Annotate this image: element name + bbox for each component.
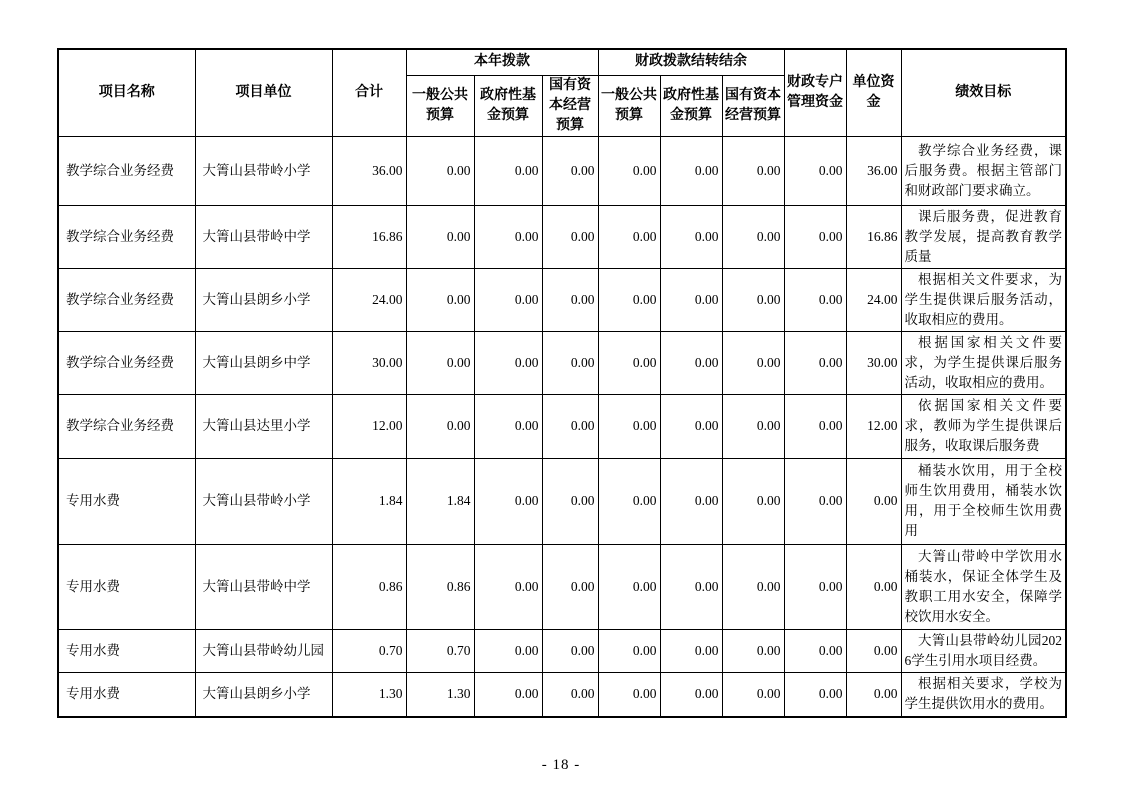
- table-row: [58, 394, 1066, 458]
- cell-cy-state-capital: 0.00: [542, 331, 598, 394]
- cell-performance-goal: 课后服务费，促进教育教学发展，提高教育教学质量: [901, 205, 1066, 268]
- header-total: 合计: [332, 49, 406, 136]
- cell-cy-general: 0.70: [406, 629, 474, 672]
- cell-special-account: 0.00: [784, 331, 846, 394]
- header-current-year-group: 本年拨款: [406, 49, 598, 75]
- cell-special-account: 0.00: [784, 136, 846, 205]
- budget-table: [57, 48, 1067, 718]
- header-cy-state-capital: 国有资本经营预算: [542, 75, 598, 136]
- table-row: [58, 672, 1066, 717]
- cell-co-state-capital: 0.00: [722, 394, 784, 458]
- cell-project-name: 专用水费: [58, 458, 195, 544]
- cell-project-unit: 大箐山县带岭中学: [195, 544, 332, 629]
- cell-co-general: 0.00: [598, 458, 660, 544]
- cell-cy-gov-fund: 0.00: [474, 672, 542, 717]
- cell-cy-gov-fund: 0.00: [474, 394, 542, 458]
- cell-cy-state-capital: 0.00: [542, 136, 598, 205]
- cell-special-account: 0.00: [784, 458, 846, 544]
- cell-co-general: 0.00: [598, 544, 660, 629]
- cell-unit-funds: 24.00: [846, 268, 901, 331]
- table-row: [58, 205, 1066, 268]
- cell-cy-general: 0.00: [406, 205, 474, 268]
- header-unit-funds: 单位资金: [846, 49, 901, 136]
- cell-co-gov-fund: 0.00: [660, 205, 722, 268]
- header-group-row: [58, 49, 1066, 75]
- cell-co-general: 0.00: [598, 394, 660, 458]
- cell-special-account: 0.00: [784, 629, 846, 672]
- cell-cy-general: 0.00: [406, 136, 474, 205]
- cell-unit-funds: 0.00: [846, 544, 901, 629]
- cell-total: 12.00: [332, 394, 406, 458]
- cell-unit-funds: 36.00: [846, 136, 901, 205]
- header-project-name: 项目名称: [58, 49, 195, 136]
- cell-unit-funds: 0.00: [846, 629, 901, 672]
- cell-total: 16.86: [332, 205, 406, 268]
- cell-cy-state-capital: 0.00: [542, 672, 598, 717]
- cell-co-gov-fund: 0.00: [660, 136, 722, 205]
- cell-co-general: 0.00: [598, 205, 660, 268]
- cell-project-unit: 大箐山县朗乡小学: [195, 672, 332, 717]
- cell-special-account: 0.00: [784, 544, 846, 629]
- cell-co-gov-fund: 0.00: [660, 458, 722, 544]
- cell-project-unit: 大箐山县带岭中学: [195, 205, 332, 268]
- cell-co-general: 0.00: [598, 136, 660, 205]
- cell-performance-goal: 大箐山县带岭幼儿园2026学生引用水项目经费。: [901, 629, 1066, 672]
- table-row: [58, 544, 1066, 629]
- cell-cy-general: 1.30: [406, 672, 474, 717]
- cell-cy-gov-fund: 0.00: [474, 136, 542, 205]
- cell-cy-state-capital: 0.00: [542, 458, 598, 544]
- table-row: [58, 268, 1066, 331]
- cell-total: 30.00: [332, 331, 406, 394]
- cell-project-name: 教学综合业务经费: [58, 136, 195, 205]
- cell-cy-gov-fund: 0.00: [474, 205, 542, 268]
- cell-total: 36.00: [332, 136, 406, 205]
- cell-performance-goal: 依据国家相关文件要求，教师为学生提供课后服务，收取课后服务费: [901, 394, 1066, 458]
- cell-co-state-capital: 0.00: [722, 268, 784, 331]
- cell-co-state-capital: 0.00: [722, 136, 784, 205]
- cell-cy-general: 0.00: [406, 268, 474, 331]
- cell-co-general: 0.00: [598, 268, 660, 331]
- budget-table-container: [57, 48, 1065, 718]
- cell-co-gov-fund: 0.00: [660, 268, 722, 331]
- cell-project-unit: 大箐山县朗乡小学: [195, 268, 332, 331]
- cell-total: 0.70: [332, 629, 406, 672]
- table-body: [58, 136, 1066, 717]
- cell-special-account: 0.00: [784, 672, 846, 717]
- cell-project-unit: 大箐山县带岭小学: [195, 136, 332, 205]
- cell-project-name: 教学综合业务经费: [58, 331, 195, 394]
- cell-co-gov-fund: 0.00: [660, 394, 722, 458]
- cell-unit-funds: 30.00: [846, 331, 901, 394]
- cell-co-state-capital: 0.00: [722, 629, 784, 672]
- cell-co-general: 0.00: [598, 672, 660, 717]
- cell-co-gov-fund: 0.00: [660, 544, 722, 629]
- cell-special-account: 0.00: [784, 205, 846, 268]
- cell-total: 0.86: [332, 544, 406, 629]
- cell-performance-goal: 根据相关要求，学校为学生提供饮用水的费用。: [901, 672, 1066, 717]
- header-project-unit: 项目单位: [195, 49, 332, 136]
- cell-co-state-capital: 0.00: [722, 458, 784, 544]
- cell-project-name: 教学综合业务经费: [58, 268, 195, 331]
- cell-unit-funds: 0.00: [846, 672, 901, 717]
- page-number: - 18 -: [541, 757, 581, 773]
- header-co-gov-fund: 政府性基金预算: [660, 75, 722, 136]
- cell-unit-funds: 16.86: [846, 205, 901, 268]
- cell-unit-funds: 12.00: [846, 394, 901, 458]
- table-row: [58, 136, 1066, 205]
- cell-performance-goal: 根据国家相关文件要求，为学生提供课后服务活动，收取相应的费用。: [901, 331, 1066, 394]
- cell-co-state-capital: 0.00: [722, 205, 784, 268]
- cell-co-general: 0.00: [598, 629, 660, 672]
- cell-total: 1.30: [332, 672, 406, 717]
- cell-cy-general: 1.84: [406, 458, 474, 544]
- cell-cy-gov-fund: 0.00: [474, 458, 542, 544]
- cell-project-name: 专用水费: [58, 672, 195, 717]
- cell-cy-state-capital: 0.00: [542, 394, 598, 458]
- cell-cy-gov-fund: 0.00: [474, 331, 542, 394]
- cell-performance-goal: 根据相关文件要求，为学生提供课后服务活动，收取相应的费用。: [901, 268, 1066, 331]
- cell-cy-state-capital: 0.00: [542, 268, 598, 331]
- cell-co-general: 0.00: [598, 331, 660, 394]
- cell-co-state-capital: 0.00: [722, 672, 784, 717]
- table-row: [58, 629, 1066, 672]
- cell-special-account: 0.00: [784, 268, 846, 331]
- cell-cy-general: 0.86: [406, 544, 474, 629]
- cell-performance-goal: 教学综合业务经费，课后服务费。根据主管部门和财政部门要求确立。: [901, 136, 1066, 205]
- table-row: [58, 458, 1066, 544]
- cell-cy-gov-fund: 0.00: [474, 629, 542, 672]
- cell-project-unit: 大箐山县带岭小学: [195, 458, 332, 544]
- cell-project-unit: 大箐山县朗乡中学: [195, 331, 332, 394]
- cell-performance-goal: 大箐山带岭中学饮用水桶装水，保证全体学生及教职工用水安全，保障学校饮用水安全。: [901, 544, 1066, 629]
- cell-cy-general: 0.00: [406, 331, 474, 394]
- cell-cy-state-capital: 0.00: [542, 629, 598, 672]
- cell-cy-general: 0.00: [406, 394, 474, 458]
- cell-cy-gov-fund: 0.00: [474, 544, 542, 629]
- table-row: [58, 331, 1066, 394]
- header-co-state-capital: 国有资本经营预算: [722, 75, 784, 136]
- cell-cy-state-capital: 0.00: [542, 544, 598, 629]
- table-header: [58, 49, 1066, 136]
- cell-cy-state-capital: 0.00: [542, 205, 598, 268]
- header-performance-goal: 绩效目标: [901, 49, 1066, 136]
- header-cy-gov-fund: 政府性基金预算: [474, 75, 542, 136]
- cell-co-gov-fund: 0.00: [660, 629, 722, 672]
- cell-performance-goal: 桶装水饮用，用于全校师生饮用费用，桶装水饮用，用于全校师生饮用费用: [901, 458, 1066, 544]
- header-carryover-group: 财政拨款结转结余: [598, 49, 784, 75]
- cell-project-unit: 大箐山县带岭幼儿园: [195, 629, 332, 672]
- cell-co-state-capital: 0.00: [722, 331, 784, 394]
- cell-unit-funds: 0.00: [846, 458, 901, 544]
- cell-co-state-capital: 0.00: [722, 544, 784, 629]
- cell-special-account: 0.00: [784, 394, 846, 458]
- header-co-general: 一般公共预算: [598, 75, 660, 136]
- header-cy-general: 一般公共预算: [406, 75, 474, 136]
- cell-project-unit: 大箐山县达里小学: [195, 394, 332, 458]
- cell-cy-gov-fund: 0.00: [474, 268, 542, 331]
- cell-total: 1.84: [332, 458, 406, 544]
- cell-co-gov-fund: 0.00: [660, 672, 722, 717]
- cell-total: 24.00: [332, 268, 406, 331]
- cell-project-name: 教学综合业务经费: [58, 394, 195, 458]
- cell-co-gov-fund: 0.00: [660, 331, 722, 394]
- cell-project-name: 专用水费: [58, 629, 195, 672]
- cell-project-name: 专用水费: [58, 544, 195, 629]
- cell-project-name: 教学综合业务经费: [58, 205, 195, 268]
- header-special-account: 财政专户管理资金: [784, 49, 846, 136]
